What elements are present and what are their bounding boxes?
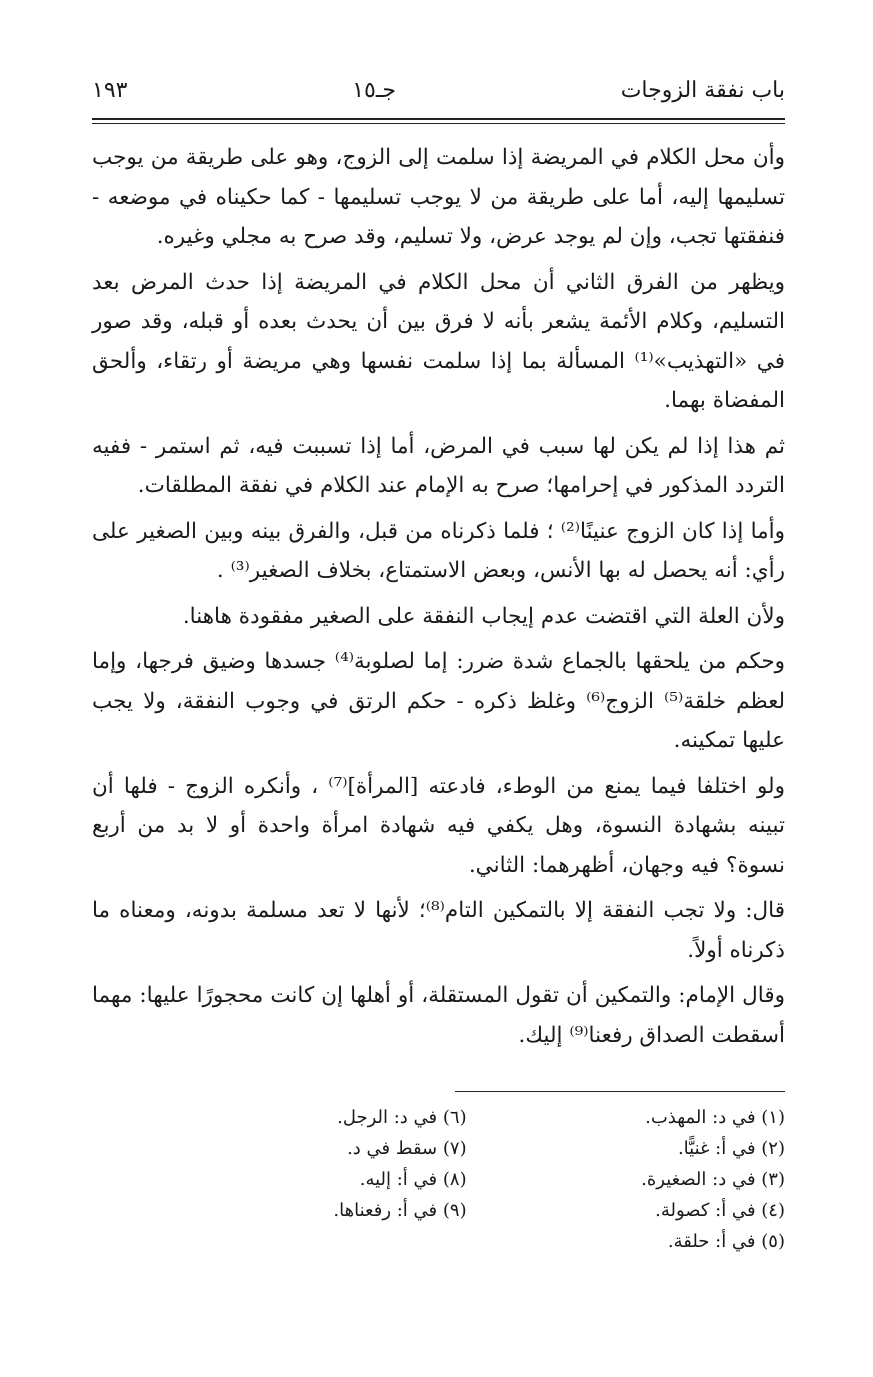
paragraph: ولأن العلة التي اقتضت عدم إيجاب النفقة على الصغير مفقودة هاهنا. bbox=[182, 603, 785, 629]
footnotes-column-left bbox=[92, 1102, 467, 1257]
volume-label: جـ١٥ bbox=[352, 78, 396, 103]
footnote-item: (٨) في أ: إليه. bbox=[359, 1169, 467, 1190]
paragraph: وأن محل الكلام في المريضة إذا سلمت إلى الزوج، وهو على طريقة من يوجب تسليمها إليه، أما على طريقة من لا يوجب تسليمها - كما حكيناه في موضعه - فنفقتها تجب، وإن لم يوجد عرض، ولا تسليم، وقد صرح به مجلي وغيره. bbox=[92, 145, 785, 249]
paragraph: ولو اختلفا فيما يمنع من الوطء، فادعته [المرأة]⁽⁷⁾ ، وأنكره الزوج - فلها أن تبينه بشهادة النسوة، وهل يكفي فيه شهادة امرأة واحدة أو لا بد من أربع نسوة؟ فيه وجهان، أظهرهما: الثاني. bbox=[92, 773, 785, 878]
paragraph: وقال الإمام: والتمكين أن تقول المستقلة، أو أهلها إن كانت محجورًا عليها: مهما أسقطت الصداق رفعنا⁽⁹⁾ إليك. bbox=[92, 983, 785, 1048]
footnote-item: (٥) في أ: حلقة. bbox=[667, 1231, 785, 1252]
footnote-item: (٦) في د: الرجل. bbox=[337, 1107, 467, 1128]
footnote-item: (٣) في د: الصغيرة. bbox=[641, 1169, 785, 1190]
page-number: ١٩٣ bbox=[92, 78, 128, 103]
footnote-item: (٧) سقط في د. bbox=[347, 1138, 467, 1159]
header-rule-thick bbox=[92, 118, 785, 120]
footnote-item: (٢) في أ: غنيًّا. bbox=[677, 1138, 785, 1159]
footnote-separator bbox=[455, 1091, 785, 1092]
page bbox=[92, 78, 785, 1257]
chapter-title: باب نفقة الزوجات bbox=[620, 78, 785, 103]
footnotes-column-right bbox=[467, 1102, 785, 1257]
paragraph: وأما إذا كان الزوج عنينًا⁽²⁾ ؛ فلما ذكرناه من قبل، والفرق بينه وبين الصغير على رأي: أنه يحصل له بها الأنس، وبعض الاستمتاع، بخلاف الصغير⁽³⁾ . bbox=[92, 518, 785, 583]
paragraph: قال: ولا تجب النفقة إلا بالتمكين التام⁽⁸⁾؛ لأنها لا تعد مسلمة بدونه، ومعناه ما ذكرناه أولاً. bbox=[92, 898, 785, 963]
running-header bbox=[92, 78, 785, 116]
paragraph: ثم هذا إذا لم يكن لها سبب في المرض، أما إذا تسببت فيه، ثم استمر - ففيه التردد المذكور في إحرامها؛ صرح به الإمام عند الكلام في نفقة المطلقات. bbox=[92, 433, 785, 498]
header-rule-thin bbox=[92, 123, 785, 124]
paragraph: ويظهر من الفرق الثاني أن محل الكلام في المريضة إذا حدث المرض بعد التسليم، وكلام الأئمة يشعر بأنه لا فرق بين أن يحدث بعده أو قبله، وقد صور في «التهذيب»⁽¹⁾ المسألة بما إذا سلمت نفسها وهي مريضة أو رتقاء، وألحق المفضاة بهما. bbox=[92, 269, 785, 413]
main-text bbox=[92, 138, 785, 1055]
footnote-item: (٩) في أ: رفعناها. bbox=[333, 1200, 467, 1221]
footnote-item: (١) في د: المهذب. bbox=[645, 1107, 785, 1128]
footnote-item: (٤) في أ: كصولة. bbox=[655, 1200, 785, 1221]
paragraph: وحكم من يلحقها بالجماع شدة ضرر: إما لصلوبة⁽⁴⁾ جسدها وضيق فرجها، وإما لعظم خلقة⁽⁵⁾ الزوج⁽⁶⁾ وغلظ ذكره - حكم الرتق في وجوب النفقة، ولا يجب عليها تمكينه. bbox=[92, 649, 786, 753]
footnotes bbox=[92, 1102, 785, 1257]
